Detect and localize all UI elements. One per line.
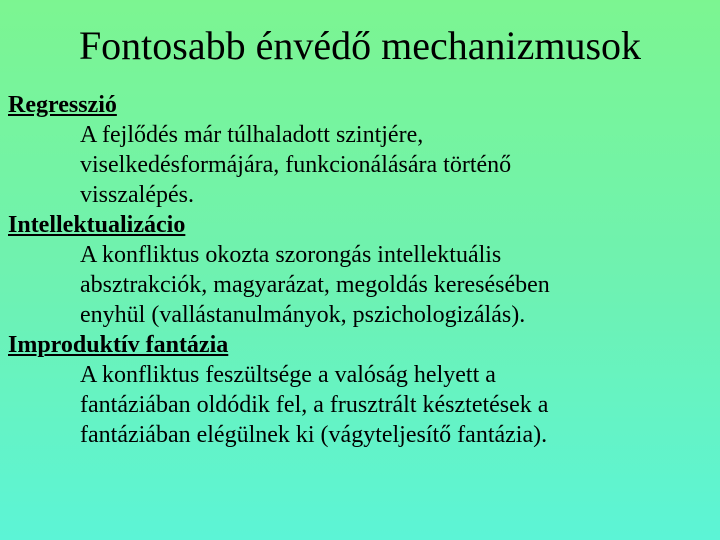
section-text-line: A konfliktus feszültsége a valóság helyett a	[80, 362, 496, 388]
section-text-line: A konfliktus okozta szorongás intellektuális	[80, 242, 502, 268]
section-text-line: visszalépés.	[80, 182, 194, 208]
section-improduktiv-fantazia	[8, 330, 708, 450]
section-heading: Improduktív fantázia	[8, 332, 229, 358]
section-text-line: fantáziában oldódik fel, a frusztrált késztetések a	[80, 392, 549, 418]
section-regresszio	[8, 90, 708, 210]
section-text-line: enyhül (vallástanulmányok, pszichologizálás).	[80, 302, 526, 328]
section-intellektualizacio	[8, 210, 708, 330]
section-text-line: absztrakciók, magyarázat, megoldás keresésében	[80, 272, 550, 298]
section-heading: Intellektualizácio	[8, 212, 186, 238]
slide-content	[8, 90, 708, 450]
section-text-line: fantáziában elégülnek ki (vágyteljesítő fantázia).	[80, 422, 548, 448]
slide-title: Fontosabb énvédő mechanizmusok	[78, 23, 642, 68]
section-text-line: A fejlődés már túlhaladott szintjére,	[80, 122, 424, 148]
section-heading: Regresszió	[8, 92, 117, 118]
section-text-line: viselkedésformájára, funkcionálására történő	[80, 152, 512, 178]
